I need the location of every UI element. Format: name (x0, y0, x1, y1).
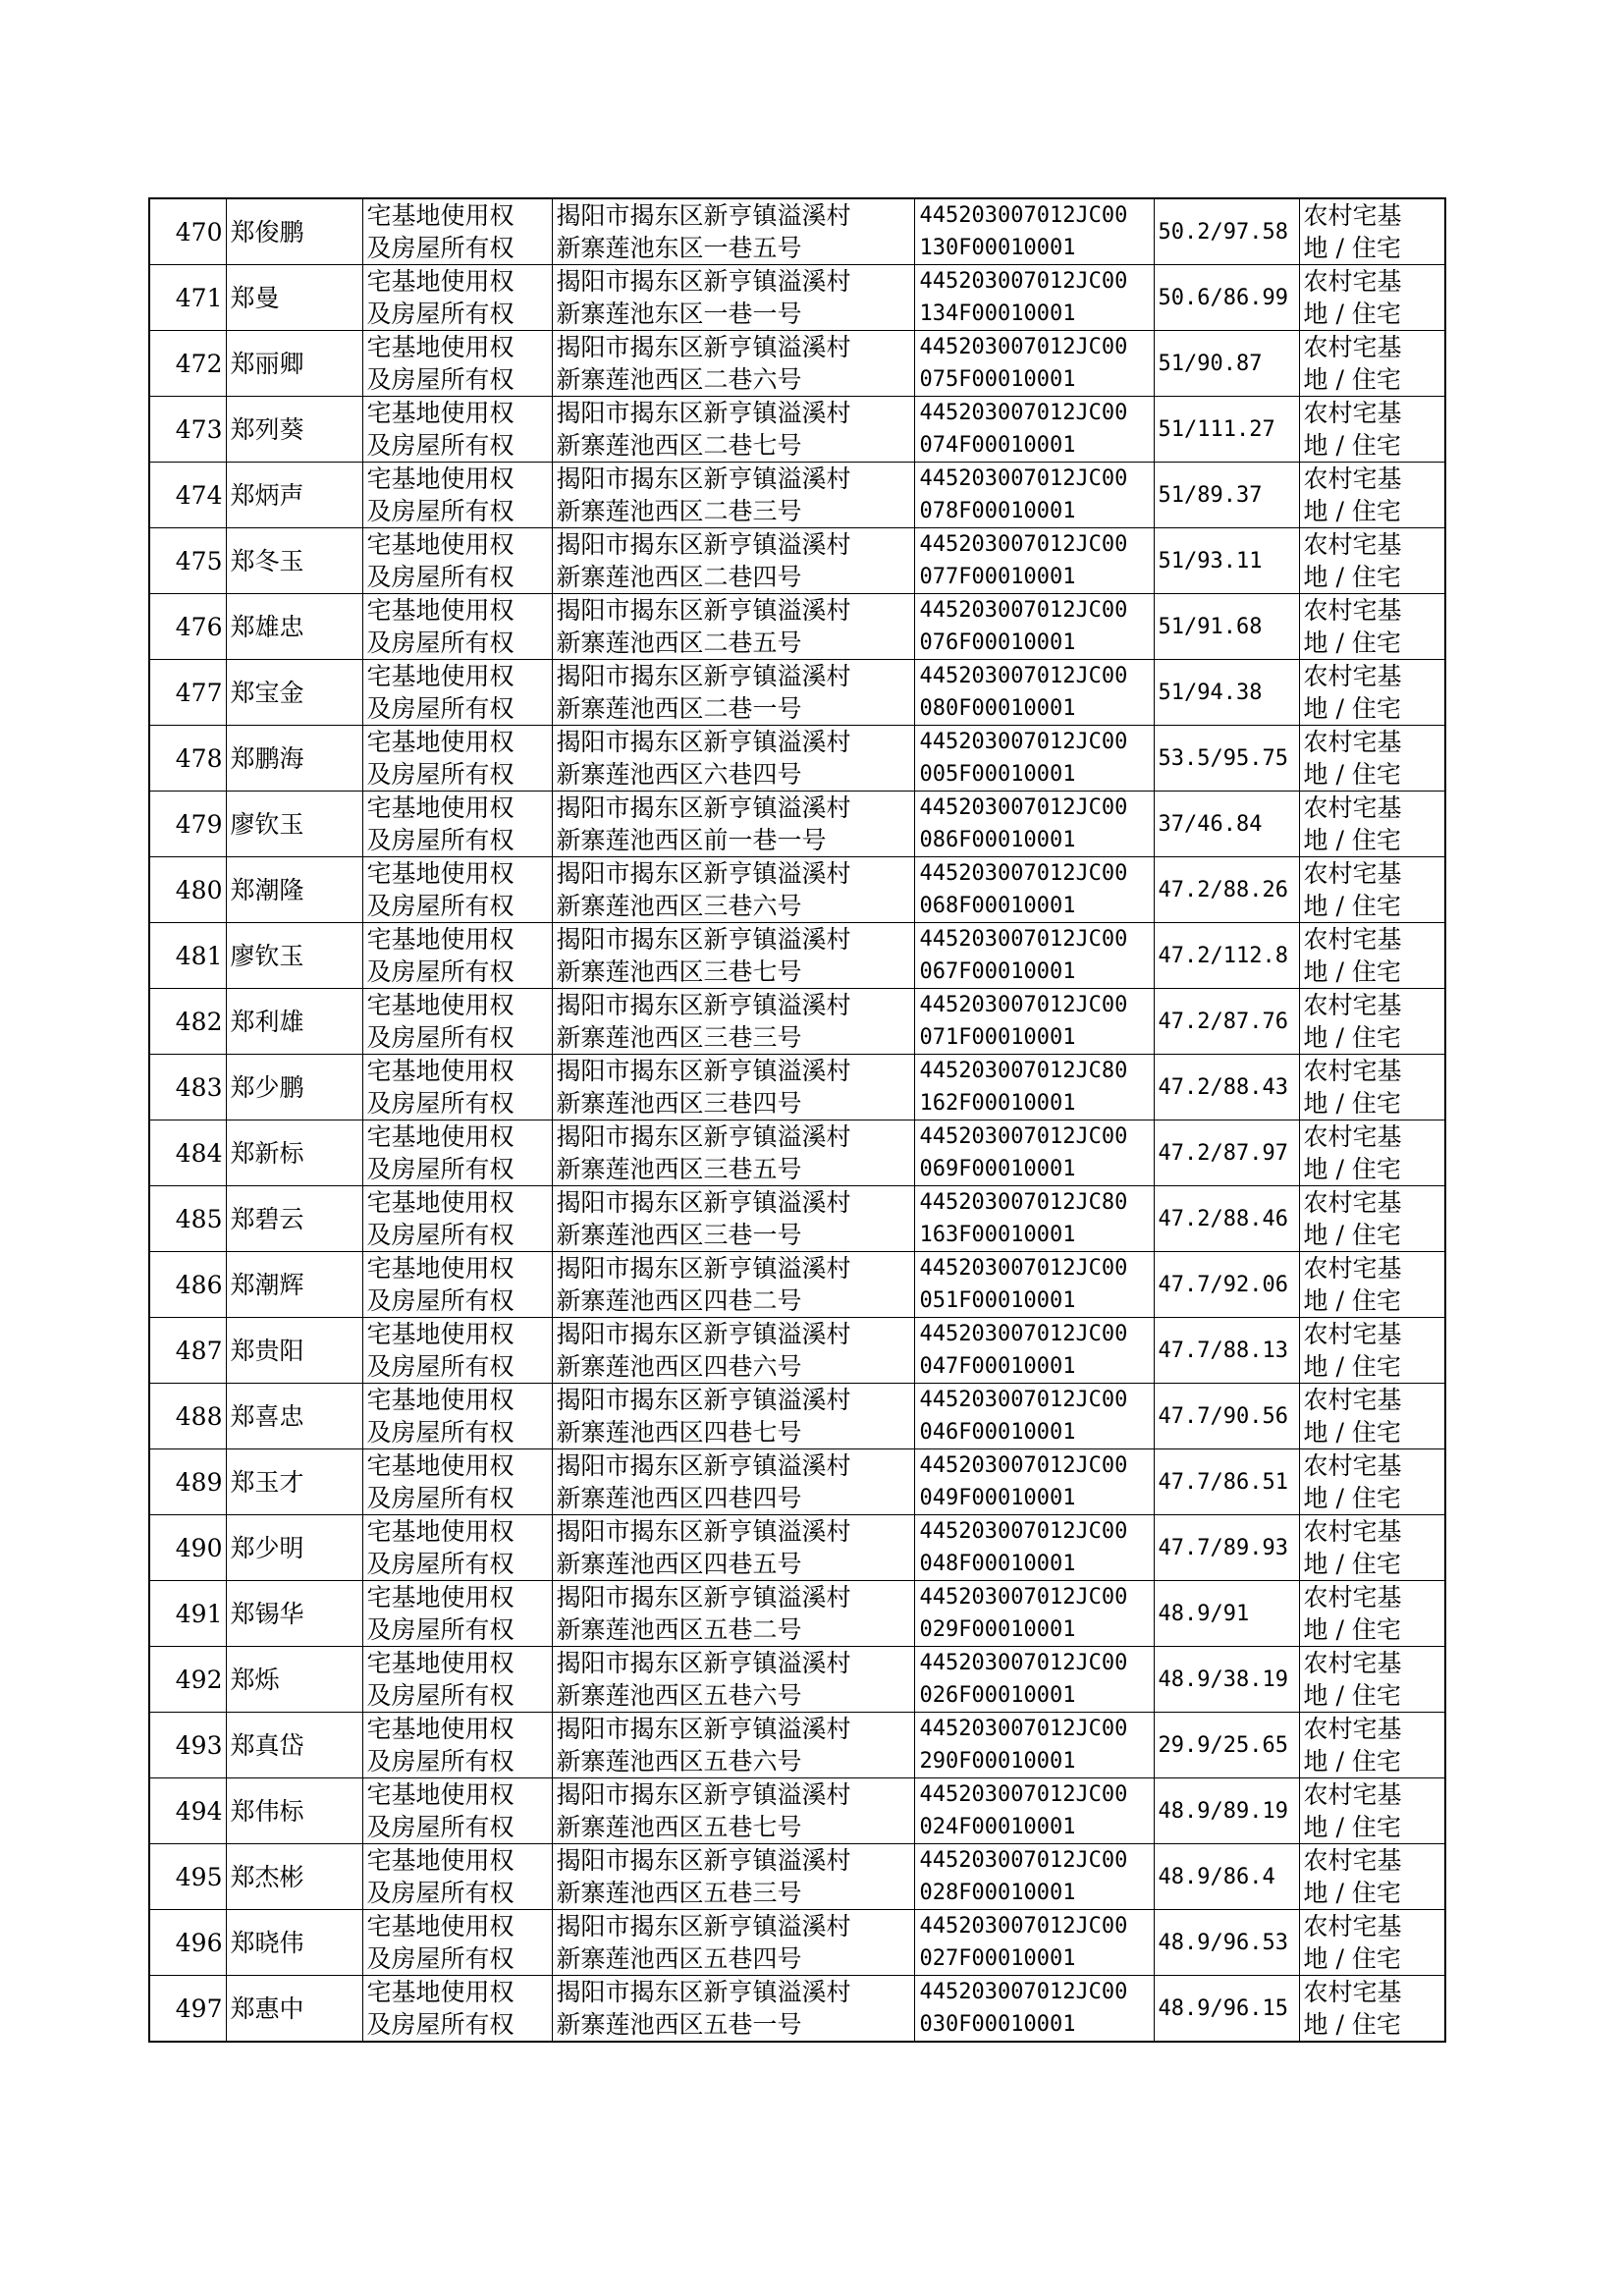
land-use: 农村宅基 地 / 住宅 (1299, 1581, 1445, 1647)
land-use: 农村宅基 地 / 住宅 (1299, 463, 1445, 528)
area-value: 53.5/95.75 (1154, 726, 1299, 792)
table-row (149, 1252, 1445, 1318)
unit-code: 445203007012JC00 086F00010001 (914, 792, 1154, 857)
right-type: 宅基地使用权 及房屋所有权 (362, 857, 552, 923)
owner-name: 郑伟标 (226, 1778, 362, 1844)
table-row (149, 528, 1445, 594)
right-type: 宅基地使用权 及房屋所有权 (362, 528, 552, 594)
right-type: 宅基地使用权 及房屋所有权 (362, 1778, 552, 1844)
table-row (149, 857, 1445, 923)
row-number: 495 (149, 1844, 226, 1910)
unit-code: 445203007012JC00 134F00010001 (914, 265, 1154, 331)
owner-name: 郑新标 (226, 1120, 362, 1186)
location-address: 揭阳市揭东区新亨镇溢溪村 新寨莲池西区四巷二号 (552, 1252, 914, 1318)
owner-name: 郑锡华 (226, 1581, 362, 1647)
table-row (149, 1186, 1445, 1252)
location-address: 揭阳市揭东区新亨镇溢溪村 新寨莲池西区四巷六号 (552, 1318, 914, 1384)
location-address: 揭阳市揭东区新亨镇溢溪村 新寨莲池西区三巷三号 (552, 989, 914, 1055)
owner-name: 廖钦玉 (226, 792, 362, 857)
unit-code: 445203007012JC00 080F00010001 (914, 660, 1154, 726)
property-registry-table (148, 197, 1446, 2043)
unit-code: 445203007012JC00 076F00010001 (914, 594, 1154, 660)
table-row (149, 792, 1445, 857)
area-value: 37/46.84 (1154, 792, 1299, 857)
row-number: 493 (149, 1713, 226, 1778)
land-use: 农村宅基 地 / 住宅 (1299, 1713, 1445, 1778)
location-address: 揭阳市揭东区新亨镇溢溪村 新寨莲池西区五巷三号 (552, 1844, 914, 1910)
land-use: 农村宅基 地 / 住宅 (1299, 1647, 1445, 1713)
land-use: 农村宅基 地 / 住宅 (1299, 331, 1445, 397)
location-address: 揭阳市揭东区新亨镇溢溪村 新寨莲池西区二巷六号 (552, 331, 914, 397)
table-row (149, 331, 1445, 397)
area-value: 47.2/88.43 (1154, 1055, 1299, 1120)
area-value: 51/111.27 (1154, 397, 1299, 463)
owner-name: 郑杰彬 (226, 1844, 362, 1910)
area-value: 47.7/92.06 (1154, 1252, 1299, 1318)
right-type: 宅基地使用权 及房屋所有权 (362, 1515, 552, 1581)
row-number: 478 (149, 726, 226, 792)
location-address: 揭阳市揭东区新亨镇溢溪村 新寨莲池西区五巷六号 (552, 1713, 914, 1778)
right-type: 宅基地使用权 及房屋所有权 (362, 1647, 552, 1713)
table-row (149, 1778, 1445, 1844)
right-type: 宅基地使用权 及房屋所有权 (362, 1976, 552, 2043)
area-value: 47.7/89.93 (1154, 1515, 1299, 1581)
owner-name: 郑俊鹏 (226, 198, 362, 265)
area-value: 48.9/86.4 (1154, 1844, 1299, 1910)
table-row (149, 1581, 1445, 1647)
table-row (149, 1120, 1445, 1186)
table-row (149, 1449, 1445, 1515)
row-number: 477 (149, 660, 226, 726)
unit-code: 445203007012JC00 026F00010001 (914, 1647, 1154, 1713)
land-use: 农村宅基 地 / 住宅 (1299, 1778, 1445, 1844)
location-address: 揭阳市揭东区新亨镇溢溪村 新寨莲池西区三巷一号 (552, 1186, 914, 1252)
unit-code: 445203007012JC00 130F00010001 (914, 198, 1154, 265)
area-value: 48.9/91 (1154, 1581, 1299, 1647)
row-number: 472 (149, 331, 226, 397)
right-type: 宅基地使用权 及房屋所有权 (362, 1581, 552, 1647)
owner-name: 郑烁 (226, 1647, 362, 1713)
right-type: 宅基地使用权 及房屋所有权 (362, 265, 552, 331)
land-use: 农村宅基 地 / 住宅 (1299, 1318, 1445, 1384)
row-number: 482 (149, 989, 226, 1055)
right-type: 宅基地使用权 及房屋所有权 (362, 1844, 552, 1910)
table-row (149, 1910, 1445, 1976)
area-value: 48.9/89.19 (1154, 1778, 1299, 1844)
unit-code: 445203007012JC00 067F00010001 (914, 923, 1154, 989)
location-address: 揭阳市揭东区新亨镇溢溪村 新寨莲池西区四巷四号 (552, 1449, 914, 1515)
unit-code: 445203007012JC00 027F00010001 (914, 1910, 1154, 1976)
right-type: 宅基地使用权 及房屋所有权 (362, 198, 552, 265)
area-value: 51/91.68 (1154, 594, 1299, 660)
table-row (149, 1055, 1445, 1120)
land-use: 农村宅基 地 / 住宅 (1299, 1976, 1445, 2043)
area-value: 48.9/96.53 (1154, 1910, 1299, 1976)
right-type: 宅基地使用权 及房屋所有权 (362, 1713, 552, 1778)
area-value: 47.7/88.13 (1154, 1318, 1299, 1384)
owner-name: 郑真岱 (226, 1713, 362, 1778)
land-use: 农村宅基 地 / 住宅 (1299, 1844, 1445, 1910)
owner-name: 郑晓伟 (226, 1910, 362, 1976)
unit-code: 445203007012JC00 024F00010001 (914, 1778, 1154, 1844)
unit-code: 445203007012JC80 162F00010001 (914, 1055, 1154, 1120)
land-use: 农村宅基 地 / 住宅 (1299, 1186, 1445, 1252)
table-row (149, 1713, 1445, 1778)
row-number: 496 (149, 1910, 226, 1976)
right-type: 宅基地使用权 及房屋所有权 (362, 1910, 552, 1976)
row-number: 471 (149, 265, 226, 331)
table-row (149, 1318, 1445, 1384)
registry-body (149, 198, 1445, 2042)
area-value: 48.9/96.15 (1154, 1976, 1299, 2043)
row-number: 474 (149, 463, 226, 528)
location-address: 揭阳市揭东区新亨镇溢溪村 新寨莲池西区二巷一号 (552, 660, 914, 726)
row-number: 486 (149, 1252, 226, 1318)
unit-code: 445203007012JC00 005F00010001 (914, 726, 1154, 792)
table-row (149, 198, 1445, 265)
land-use: 农村宅基 地 / 住宅 (1299, 198, 1445, 265)
unit-code: 445203007012JC00 077F00010001 (914, 528, 1154, 594)
right-type: 宅基地使用权 及房屋所有权 (362, 1449, 552, 1515)
unit-code: 445203007012JC00 069F00010001 (914, 1120, 1154, 1186)
right-type: 宅基地使用权 及房屋所有权 (362, 792, 552, 857)
unit-code: 445203007012JC00 029F00010001 (914, 1581, 1154, 1647)
land-use: 农村宅基 地 / 住宅 (1299, 594, 1445, 660)
table-row (149, 397, 1445, 463)
area-value: 47.2/88.26 (1154, 857, 1299, 923)
table-row (149, 1515, 1445, 1581)
owner-name: 郑碧云 (226, 1186, 362, 1252)
row-number: 497 (149, 1976, 226, 2043)
unit-code: 445203007012JC00 048F00010001 (914, 1515, 1154, 1581)
row-number: 470 (149, 198, 226, 265)
right-type: 宅基地使用权 及房屋所有权 (362, 594, 552, 660)
location-address: 揭阳市揭东区新亨镇溢溪村 新寨莲池西区三巷五号 (552, 1120, 914, 1186)
unit-code: 445203007012JC00 071F00010001 (914, 989, 1154, 1055)
row-number: 494 (149, 1778, 226, 1844)
table-row (149, 594, 1445, 660)
right-type: 宅基地使用权 及房屋所有权 (362, 1252, 552, 1318)
row-number: 476 (149, 594, 226, 660)
owner-name: 郑潮隆 (226, 857, 362, 923)
area-value: 51/89.37 (1154, 463, 1299, 528)
right-type: 宅基地使用权 及房屋所有权 (362, 463, 552, 528)
area-value: 47.2/88.46 (1154, 1186, 1299, 1252)
location-address: 揭阳市揭东区新亨镇溢溪村 新寨莲池西区二巷四号 (552, 528, 914, 594)
land-use: 农村宅基 地 / 住宅 (1299, 792, 1445, 857)
right-type: 宅基地使用权 及房屋所有权 (362, 923, 552, 989)
owner-name: 郑鹏海 (226, 726, 362, 792)
location-address: 揭阳市揭东区新亨镇溢溪村 新寨莲池西区三巷六号 (552, 857, 914, 923)
table-row (149, 1844, 1445, 1910)
right-type: 宅基地使用权 及房屋所有权 (362, 397, 552, 463)
right-type: 宅基地使用权 及房屋所有权 (362, 331, 552, 397)
location-address: 揭阳市揭东区新亨镇溢溪村 新寨莲池东区一巷一号 (552, 265, 914, 331)
land-use: 农村宅基 地 / 住宅 (1299, 528, 1445, 594)
right-type: 宅基地使用权 及房屋所有权 (362, 1120, 552, 1186)
row-number: 492 (149, 1647, 226, 1713)
land-use: 农村宅基 地 / 住宅 (1299, 1252, 1445, 1318)
owner-name: 郑潮辉 (226, 1252, 362, 1318)
owner-name: 郑炳声 (226, 463, 362, 528)
table-row (149, 1976, 1445, 2043)
land-use: 农村宅基 地 / 住宅 (1299, 1384, 1445, 1449)
row-number: 475 (149, 528, 226, 594)
table-row (149, 463, 1445, 528)
area-value: 50.2/97.58 (1154, 198, 1299, 265)
land-use: 农村宅基 地 / 住宅 (1299, 726, 1445, 792)
land-use: 农村宅基 地 / 住宅 (1299, 989, 1445, 1055)
area-value: 29.9/25.65 (1154, 1713, 1299, 1778)
unit-code: 445203007012JC00 078F00010001 (914, 463, 1154, 528)
row-number: 488 (149, 1384, 226, 1449)
area-value: 51/94.38 (1154, 660, 1299, 726)
area-value: 47.2/87.97 (1154, 1120, 1299, 1186)
land-use: 农村宅基 地 / 住宅 (1299, 1120, 1445, 1186)
table-row (149, 1384, 1445, 1449)
location-address: 揭阳市揭东区新亨镇溢溪村 新寨莲池西区四巷七号 (552, 1384, 914, 1449)
owner-name: 郑少明 (226, 1515, 362, 1581)
row-number: 485 (149, 1186, 226, 1252)
area-value: 51/93.11 (1154, 528, 1299, 594)
unit-code: 445203007012JC00 051F00010001 (914, 1252, 1154, 1318)
land-use: 农村宅基 地 / 住宅 (1299, 1449, 1445, 1515)
row-number: 489 (149, 1449, 226, 1515)
row-number: 481 (149, 923, 226, 989)
location-address: 揭阳市揭东区新亨镇溢溪村 新寨莲池西区五巷四号 (552, 1910, 914, 1976)
location-address: 揭阳市揭东区新亨镇溢溪村 新寨莲池西区前一巷一号 (552, 792, 914, 857)
table-row (149, 989, 1445, 1055)
owner-name: 郑曼 (226, 265, 362, 331)
unit-code: 445203007012JC00 049F00010001 (914, 1449, 1154, 1515)
right-type: 宅基地使用权 及房屋所有权 (362, 1055, 552, 1120)
owner-name: 郑列葵 (226, 397, 362, 463)
right-type: 宅基地使用权 及房屋所有权 (362, 989, 552, 1055)
unit-code: 445203007012JC00 047F00010001 (914, 1318, 1154, 1384)
unit-code: 445203007012JC00 068F00010001 (914, 857, 1154, 923)
table-row (149, 1647, 1445, 1713)
area-value: 47.2/87.76 (1154, 989, 1299, 1055)
table-row (149, 265, 1445, 331)
area-value: 47.7/90.56 (1154, 1384, 1299, 1449)
location-address: 揭阳市揭东区新亨镇溢溪村 新寨莲池东区一巷五号 (552, 198, 914, 265)
right-type: 宅基地使用权 及房屋所有权 (362, 1318, 552, 1384)
owner-name: 郑玉才 (226, 1449, 362, 1515)
row-number: 479 (149, 792, 226, 857)
row-number: 487 (149, 1318, 226, 1384)
row-number: 484 (149, 1120, 226, 1186)
location-address: 揭阳市揭东区新亨镇溢溪村 新寨莲池西区二巷三号 (552, 463, 914, 528)
row-number: 483 (149, 1055, 226, 1120)
area-value: 47.2/112.8 (1154, 923, 1299, 989)
location-address: 揭阳市揭东区新亨镇溢溪村 新寨莲池西区四巷五号 (552, 1515, 914, 1581)
owner-name: 郑丽卿 (226, 331, 362, 397)
right-type: 宅基地使用权 及房屋所有权 (362, 660, 552, 726)
location-address: 揭阳市揭东区新亨镇溢溪村 新寨莲池西区五巷二号 (552, 1581, 914, 1647)
right-type: 宅基地使用权 及房屋所有权 (362, 1384, 552, 1449)
row-number: 490 (149, 1515, 226, 1581)
owner-name: 郑惠中 (226, 1976, 362, 2043)
land-use: 农村宅基 地 / 住宅 (1299, 660, 1445, 726)
area-value: 51/90.87 (1154, 331, 1299, 397)
owner-name: 郑喜忠 (226, 1384, 362, 1449)
owner-name: 郑冬玉 (226, 528, 362, 594)
location-address: 揭阳市揭东区新亨镇溢溪村 新寨莲池西区三巷四号 (552, 1055, 914, 1120)
owner-name: 郑少鹏 (226, 1055, 362, 1120)
location-address: 揭阳市揭东区新亨镇溢溪村 新寨莲池西区二巷五号 (552, 594, 914, 660)
unit-code: 445203007012JC00 028F00010001 (914, 1844, 1154, 1910)
land-use: 农村宅基 地 / 住宅 (1299, 1055, 1445, 1120)
land-use: 农村宅基 地 / 住宅 (1299, 857, 1445, 923)
land-use: 农村宅基 地 / 住宅 (1299, 923, 1445, 989)
unit-code: 445203007012JC00 075F00010001 (914, 331, 1154, 397)
table-row (149, 726, 1445, 792)
right-type: 宅基地使用权 及房屋所有权 (362, 1186, 552, 1252)
land-use: 农村宅基 地 / 住宅 (1299, 397, 1445, 463)
owner-name: 廖钦玉 (226, 923, 362, 989)
land-use: 农村宅基 地 / 住宅 (1299, 1910, 1445, 1976)
owner-name: 郑雄忠 (226, 594, 362, 660)
land-use: 农村宅基 地 / 住宅 (1299, 265, 1445, 331)
location-address: 揭阳市揭东区新亨镇溢溪村 新寨莲池西区六巷四号 (552, 726, 914, 792)
area-value: 50.6/86.99 (1154, 265, 1299, 331)
unit-code: 445203007012JC00 290F00010001 (914, 1713, 1154, 1778)
owner-name: 郑宝金 (226, 660, 362, 726)
unit-code: 445203007012JC00 074F00010001 (914, 397, 1154, 463)
unit-code: 445203007012JC00 030F00010001 (914, 1976, 1154, 2043)
area-value: 48.9/38.19 (1154, 1647, 1299, 1713)
location-address: 揭阳市揭东区新亨镇溢溪村 新寨莲池西区二巷七号 (552, 397, 914, 463)
owner-name: 郑贵阳 (226, 1318, 362, 1384)
area-value: 47.7/86.51 (1154, 1449, 1299, 1515)
table-row (149, 923, 1445, 989)
owner-name: 郑利雄 (226, 989, 362, 1055)
row-number: 491 (149, 1581, 226, 1647)
location-address: 揭阳市揭东区新亨镇溢溪村 新寨莲池西区五巷六号 (552, 1647, 914, 1713)
row-number: 473 (149, 397, 226, 463)
location-address: 揭阳市揭东区新亨镇溢溪村 新寨莲池西区三巷七号 (552, 923, 914, 989)
row-number: 480 (149, 857, 226, 923)
table-row (149, 660, 1445, 726)
location-address: 揭阳市揭东区新亨镇溢溪村 新寨莲池西区五巷七号 (552, 1778, 914, 1844)
unit-code: 445203007012JC80 163F00010001 (914, 1186, 1154, 1252)
unit-code: 445203007012JC00 046F00010001 (914, 1384, 1154, 1449)
right-type: 宅基地使用权 及房屋所有权 (362, 726, 552, 792)
land-use: 农村宅基 地 / 住宅 (1299, 1515, 1445, 1581)
location-address: 揭阳市揭东区新亨镇溢溪村 新寨莲池西区五巷一号 (552, 1976, 914, 2043)
